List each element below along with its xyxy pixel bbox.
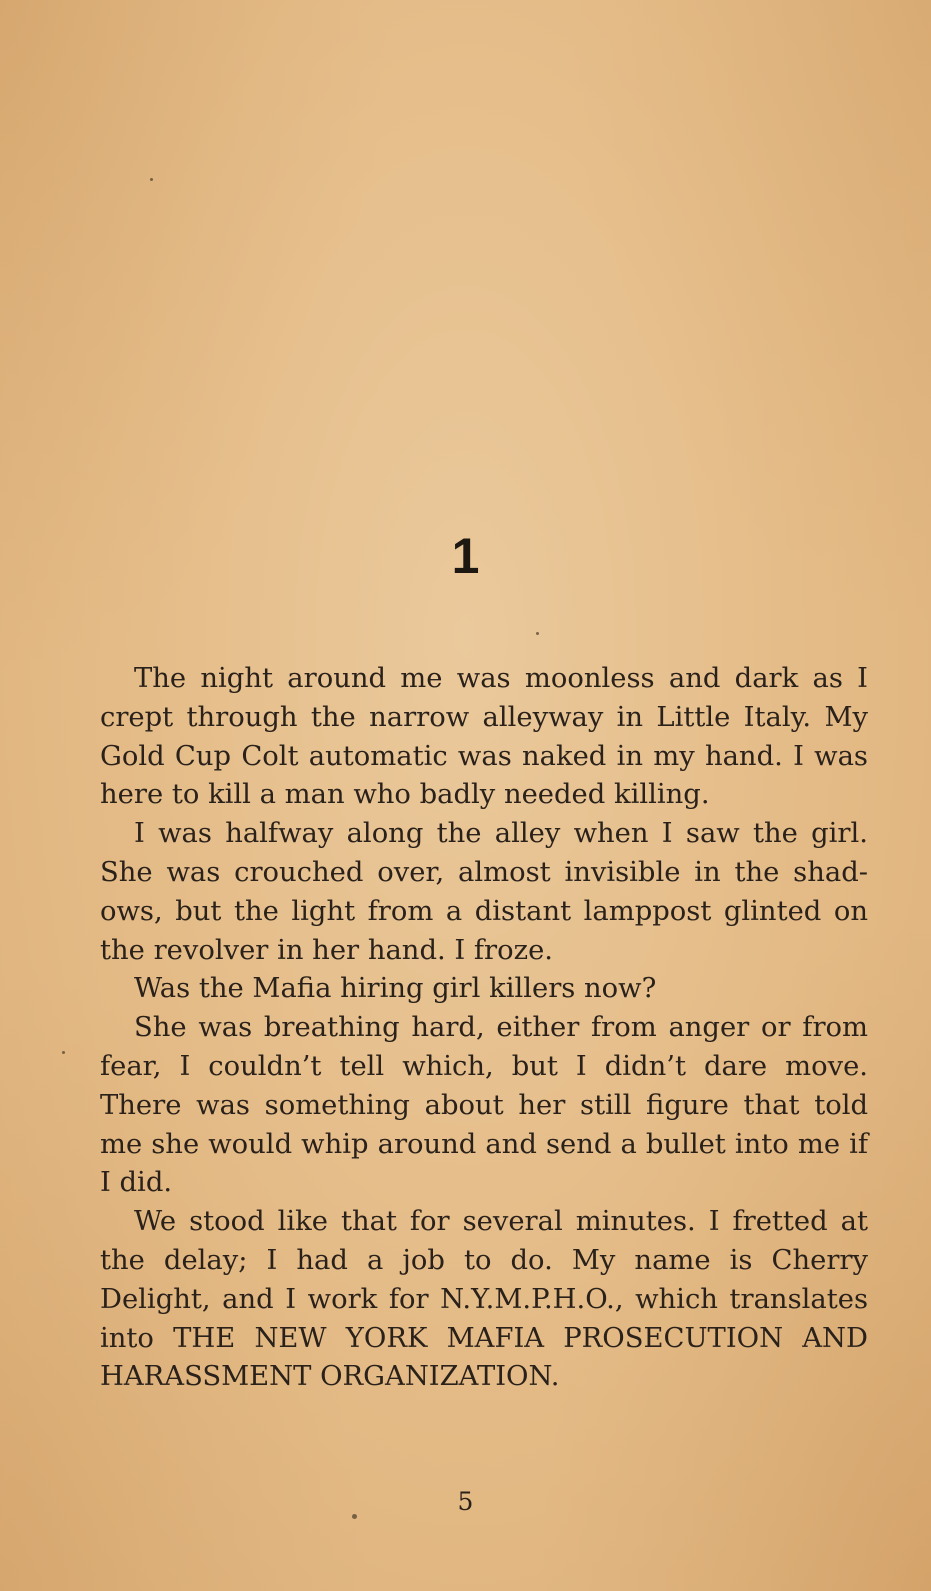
ink-speck: [62, 1051, 65, 1054]
chapter-body: [100, 660, 868, 1397]
ink-speck: [536, 632, 539, 635]
paragraph: She was breathing hard, either from anger or from fear, I couldn’t tell which, but I didn’t dare move. There was something about her still figure that told me she would whip around and send a bullet into me if I did.: [100, 1012, 868, 1199]
paragraph: We stood like that for several minutes. I fretted at the delay; I had a job to do. My name is Cherry Delight, and I work for N.Y.M.P.H.O., which translates into THE NEW YORK MAFIA PROSECUTION AND HARASSMENT ORGANIZATION.: [100, 1206, 868, 1393]
paragraph: Was the Mafia hiring girl killers now?: [134, 973, 657, 1005]
ink-speck: [150, 178, 153, 181]
paragraph: The night around me was moonless and dark as I crept through the narrow alleyway in Little Italy. My Gold Cup Colt automatic was naked in my hand. I was here to kill a man who badly needed killing.: [100, 663, 868, 811]
chapter-number: 1: [451, 528, 480, 584]
page-number: 5: [457, 1487, 474, 1516]
paragraph: I was halfway along the alley when I saw the girl. She was crouched over, almost invisible in the shadows, but the light from a distant lamppost glinted on the revolver in her hand. I froze.: [100, 818, 868, 966]
